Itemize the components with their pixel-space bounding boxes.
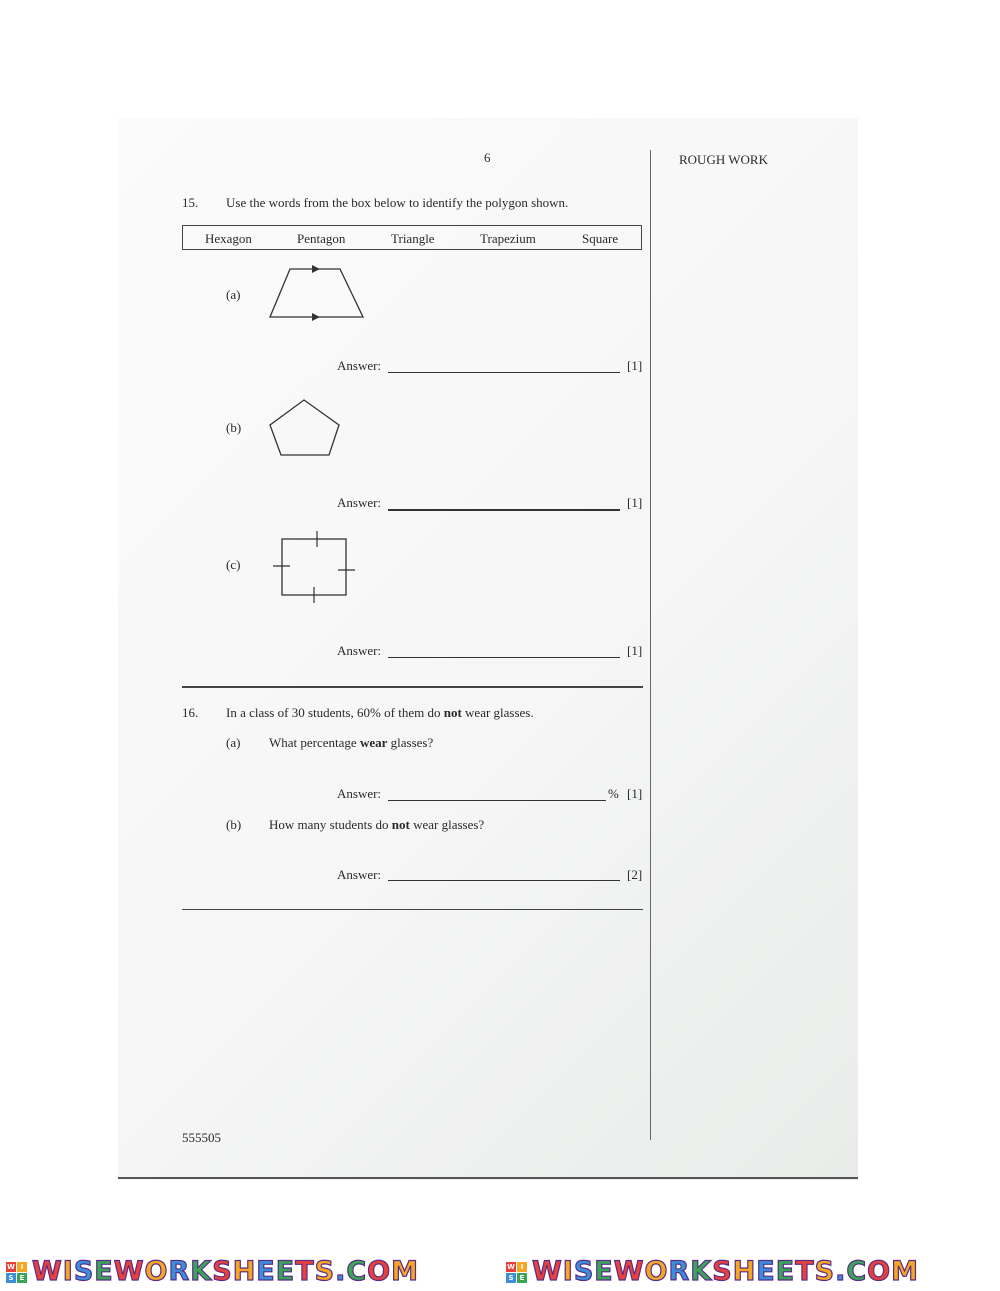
watermark-glyph: .: [835, 1256, 847, 1287]
q15b-answer-label: Answer:: [337, 495, 382, 510]
watermark-glyph: I: [562, 1256, 574, 1287]
q16b-label: (b): [226, 817, 242, 832]
cube-letter: S: [6, 1273, 16, 1283]
q16a-answer-label: Answer:: [337, 786, 382, 801]
word-trapezium: Trapezium: [480, 231, 536, 246]
watermark-glyph: E: [94, 1256, 114, 1287]
q16a-unit: %: [608, 786, 619, 801]
watermark-glyph: R: [668, 1256, 691, 1287]
q15a-label: (a): [226, 287, 241, 302]
watermark-logo-icon: [506, 1262, 528, 1284]
watermark-glyph: H: [232, 1256, 257, 1287]
watermark-glyph: M: [891, 1256, 919, 1287]
trapezium-icon: [266, 264, 368, 322]
watermark-glyph: S: [814, 1256, 836, 1287]
watermark-glyph: S: [573, 1256, 595, 1287]
q16-separator: [182, 909, 643, 910]
q15c-answer-label: Answer:: [337, 643, 382, 658]
watermark-glyph: E: [775, 1256, 796, 1287]
watermark-glyph: R: [168, 1256, 191, 1287]
q15b-answer-line[interactable]: [388, 509, 620, 511]
q16b-answer-label: Answer:: [337, 867, 382, 882]
q15-prompt: Use the words from the box below to identify the polygon shown.: [226, 195, 569, 210]
q16b-mark: [2]: [627, 867, 643, 882]
watermark-glyph: W: [32, 1256, 63, 1287]
q16a-bold: wear: [359, 735, 388, 750]
watermark-logo-icon: [6, 1262, 28, 1284]
watermark-glyph: T: [295, 1256, 315, 1287]
q15a-answer-label: Answer:: [337, 358, 382, 373]
watermark-glyph: .: [335, 1256, 347, 1287]
rough-work-heading: ROUGH WORK: [679, 152, 768, 167]
q16-stem: [226, 705, 534, 721]
q16b-before: How many students do: [269, 817, 392, 832]
q16b-question: [269, 817, 484, 833]
q16-stem-after: wear glasses.: [461, 705, 534, 720]
page-bottom-edge: [118, 1177, 858, 1179]
cube-letter: I: [17, 1262, 27, 1272]
watermark-glyph: E: [594, 1256, 614, 1287]
watermark-glyph: O: [144, 1256, 169, 1287]
watermark-glyph: K: [690, 1256, 713, 1287]
watermark-glyph: E: [756, 1256, 776, 1287]
watermark-glyph: O: [367, 1256, 392, 1287]
q15a-mark: [1]: [627, 358, 643, 373]
watermark-glyph: K: [190, 1256, 213, 1287]
watermark-glyph: O: [867, 1256, 892, 1287]
watermark-glyph: W: [613, 1256, 645, 1287]
pentagon-icon: [266, 396, 346, 460]
cube-letter: S: [506, 1273, 516, 1283]
q16a-before: What percentage: [269, 735, 360, 750]
q16a-question: [269, 735, 433, 751]
watermark-glyph: S: [212, 1256, 233, 1287]
q15b-label: (b): [226, 420, 242, 435]
q16-number: 16.: [182, 705, 199, 720]
q15c-answer-line[interactable]: [388, 657, 620, 658]
watermark-glyph: W: [532, 1256, 563, 1287]
watermark-glyph: S: [73, 1256, 95, 1287]
watermark-glyph: H: [732, 1256, 757, 1287]
q15a-answer-line[interactable]: [388, 372, 620, 373]
watermark-glyph: E: [275, 1256, 296, 1287]
paper-code: 555505: [182, 1130, 221, 1145]
cube-letter: W: [507, 1263, 515, 1271]
watermark-glyph: M: [391, 1256, 419, 1287]
q15c-label: (c): [226, 557, 241, 572]
q16b-after: wear glasses?: [409, 817, 485, 832]
word-square: Square: [582, 231, 619, 246]
watermark-glyph: S: [712, 1256, 733, 1287]
watermark-glyph: I: [62, 1256, 74, 1287]
q16b-answer-line[interactable]: [388, 880, 620, 881]
watermark-glyph: T: [795, 1256, 815, 1287]
watermark-glyph: E: [256, 1256, 276, 1287]
square-icon: [270, 528, 360, 604]
watermark-glyph: S: [314, 1256, 336, 1287]
rough-work-divider: [650, 150, 651, 1140]
cube-letter: W: [7, 1263, 15, 1271]
q15b-mark: [1]: [627, 495, 643, 510]
word-box: [182, 225, 642, 250]
watermark-text: [32, 1256, 419, 1287]
cube-letter: E: [17, 1273, 27, 1283]
q15-number: 15.: [182, 195, 199, 210]
q16a-label: (a): [226, 735, 241, 750]
cube-letter: E: [517, 1273, 527, 1283]
q16a-answer-line[interactable]: [388, 800, 606, 801]
word-hexagon: Hexagon: [205, 231, 252, 246]
q16-stem-before: In a class of 30 students, 60% of them do: [226, 705, 444, 720]
watermark-glyph: O: [644, 1256, 669, 1287]
watermark-glyph: C: [846, 1256, 868, 1287]
word-pentagon: Pentagon: [297, 231, 346, 246]
watermark-glyph: C: [346, 1256, 368, 1287]
page-number: 6: [484, 150, 491, 165]
scanned-page: [118, 118, 858, 1180]
cube-letter: I: [517, 1262, 527, 1272]
q16-stem-bold: not: [443, 705, 462, 720]
q15c-mark: [1]: [627, 643, 643, 658]
q15-separator: [182, 686, 643, 688]
watermark-glyph: W: [113, 1256, 145, 1287]
q16b-bold: not: [391, 817, 410, 832]
word-triangle: Triangle: [391, 231, 435, 246]
watermark-text: [532, 1256, 919, 1287]
q16a-mark: [1]: [627, 786, 643, 801]
q16a-after: glasses?: [387, 735, 434, 750]
